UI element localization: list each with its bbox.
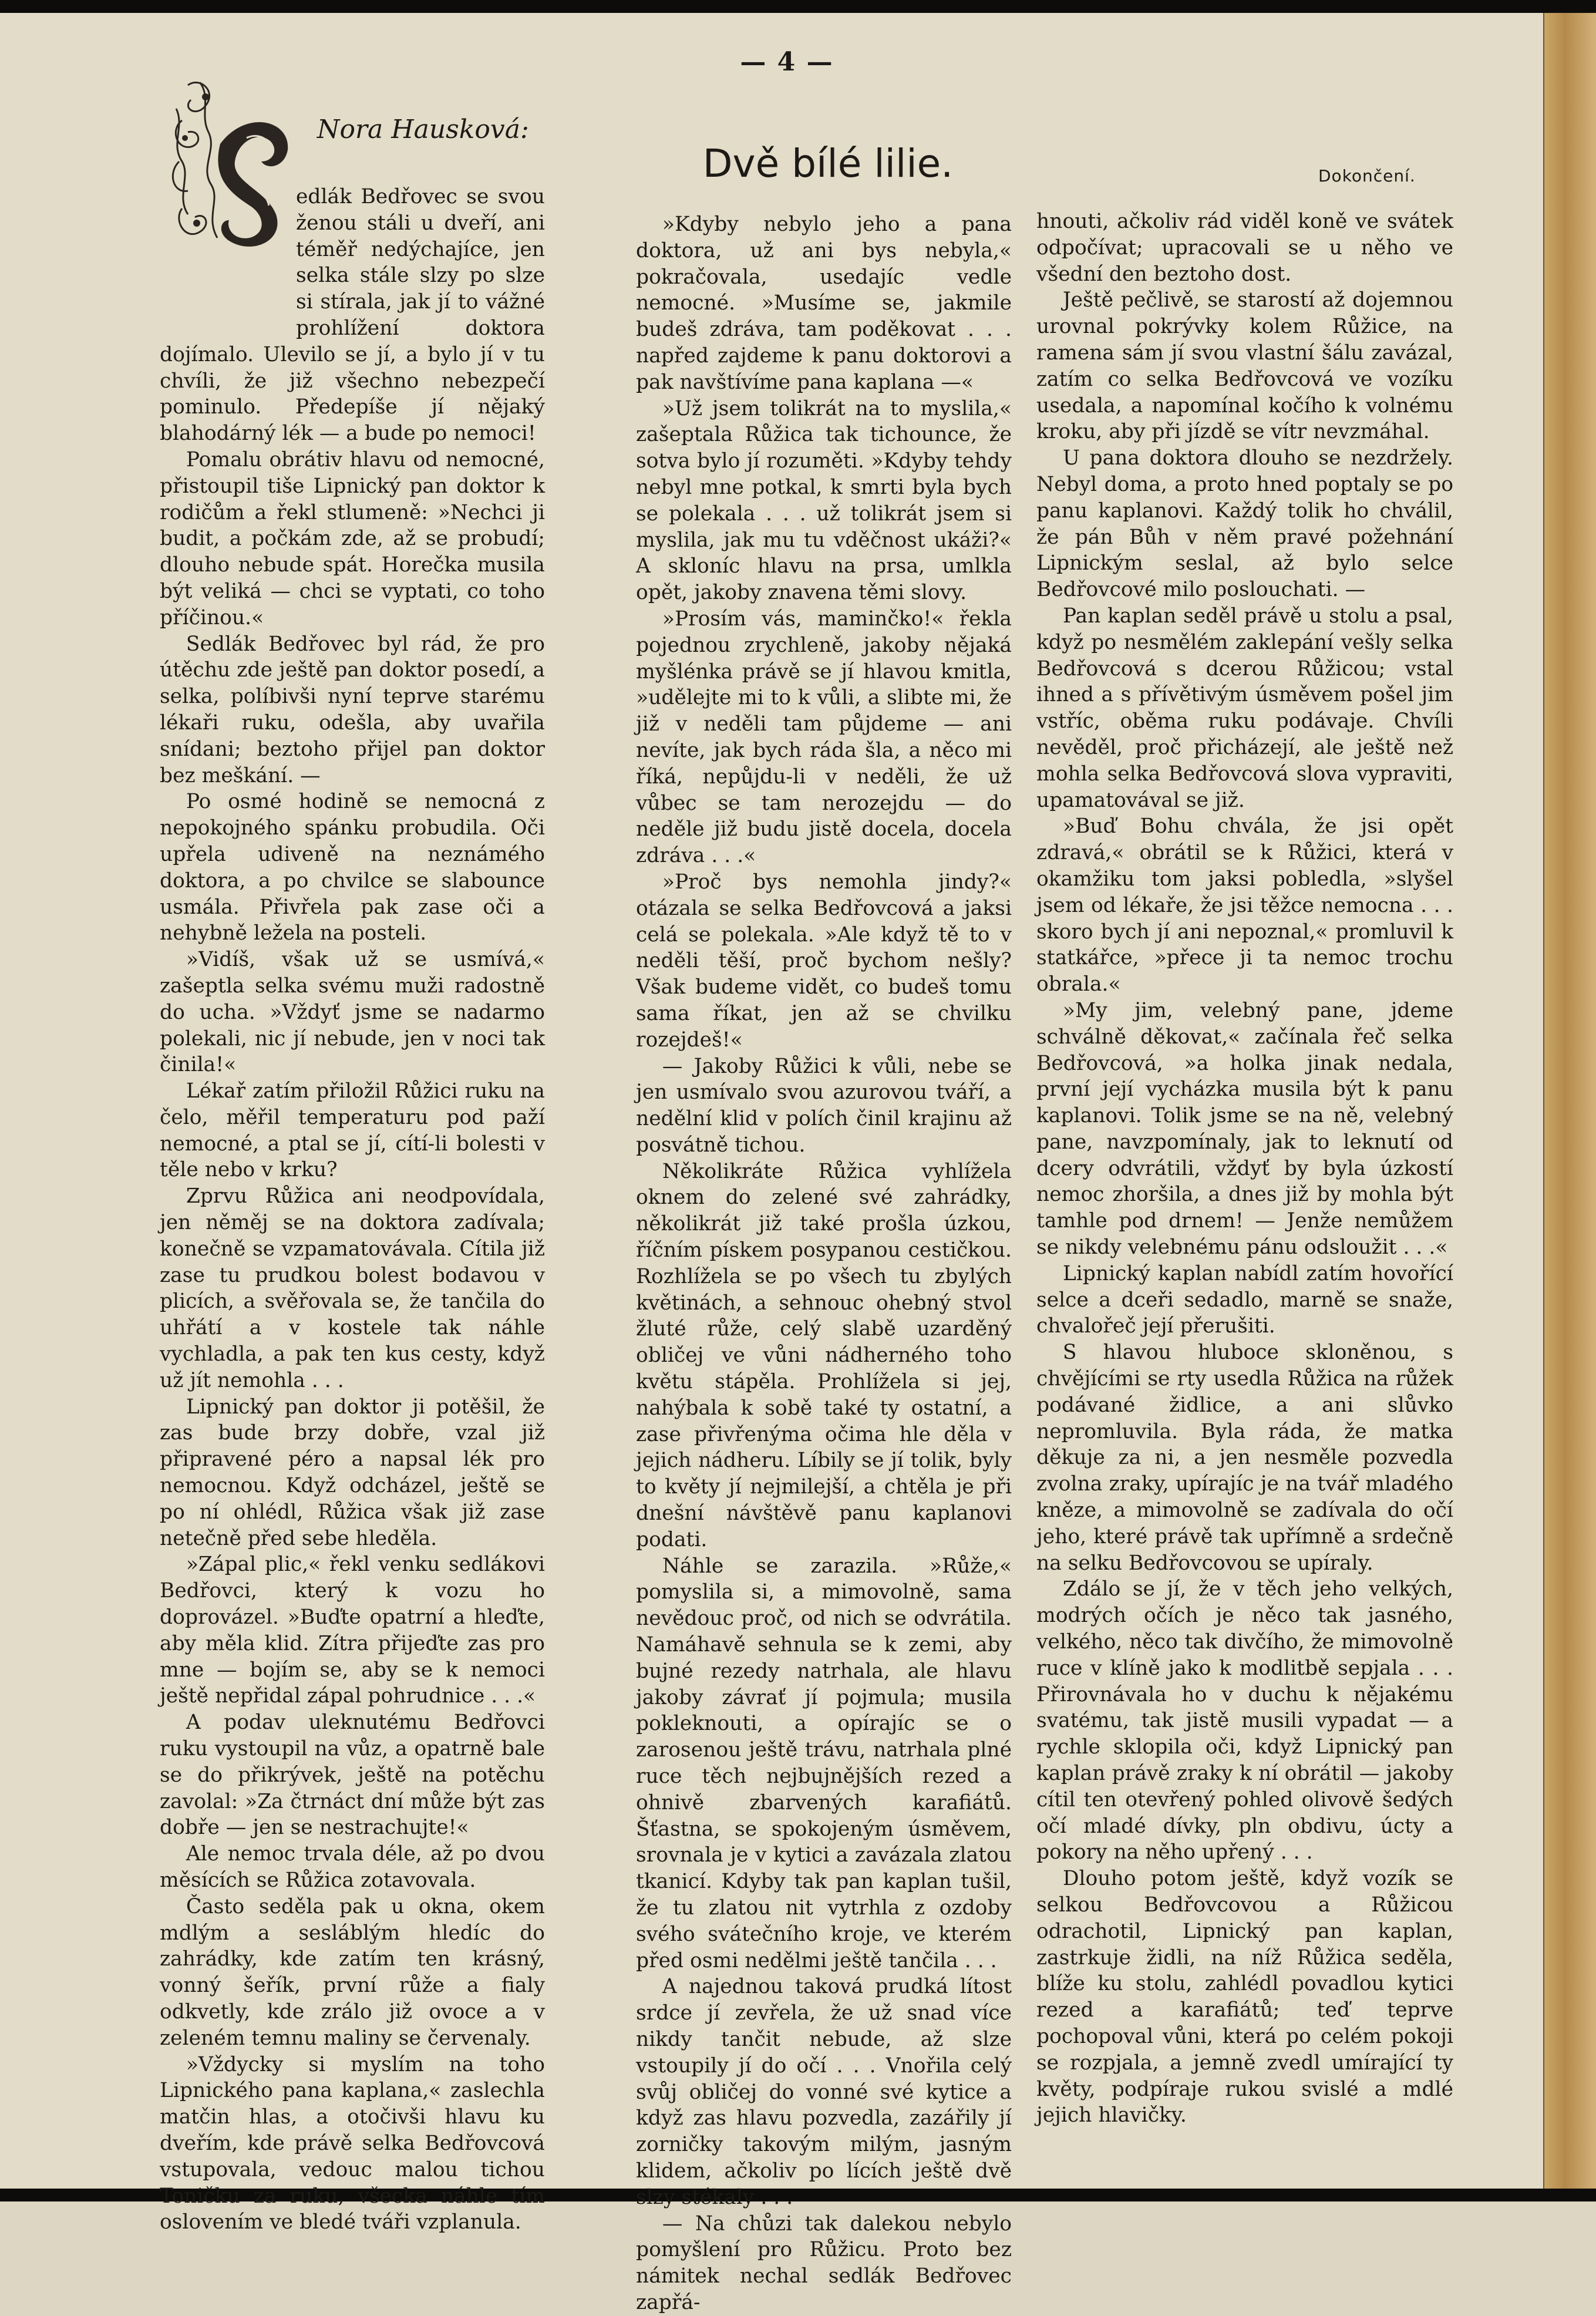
- paragraph: »My jim, velebný pane, jdeme schválně děkovat,« začínala řeč selka Bedřovcová, »a holka jinak nedala, první její vycházka musila být k panu kaplanovi. Tolik jsme se na ně, velebný pane, navzpomínaly, jak to leknutí od dcery odvrátili, vždyť by byla úzkostí nemoc zhoršila, a dnes již by mohla být tamhle pod drnem! — Jenže nemůžem se nikdy velebnému pánu odsloužit . . .«: [1036, 998, 1453, 1260]
- paragraph: Ale nemoc trvala déle, až po dvou měsících se Růžica zotavovala.: [160, 1842, 545, 1892]
- paragraph: — Na chůzi tak dalekou nebylo pomyšlení pro Růžicu. Proto bez námitek nechal sedlák Bedřovec zapřá-: [636, 2211, 1012, 2314]
- paragraph: »Už jsem tolikrát na to myslila,« zašeptala Růžica tak tichounce, že sotva bylo jí rozuměti. »Kdyby tehdy nebyl mne potkal, k smrti byla bych se polekala . . . už tolikrát jsem si myslila, jak mu tu vděčnost ukáži?« A skloníc hlavu na prsa, umlkla opět, jakoby znavena těmi slovy.: [636, 396, 1012, 605]
- paragraph: Sedlák Bedřovec byl rád, že pro útěchu zde ještě pan doktor posedí, a selka, políbivši nyní teprve starému lékaři ruku, odešla, aby uvařila snídani; beztoho přijel pan doktor bez meškání. —: [160, 632, 545, 787]
- text-column-2: [636, 211, 1012, 2316]
- article-title: Dvě bílé lilie.: [702, 141, 954, 186]
- scan-border-top: [0, 0, 1596, 13]
- initial-space: [160, 184, 296, 317]
- paragraph: Lipnický pan doktor ji potěšil, že zas bude brzy dobře, vzal již připravené péro a napsal lék pro nemocnou. Když odcházel, ještě se po ní ohlédl, Růžica však již zase netečně před sebe hleděla.: [160, 1395, 545, 1550]
- paragraph: Několikráte Růžica vyhlížela oknem do zelené své zahrádky, několikrát již také prošla úzkou, říčním pískem posypanou cestičkou. Rozhlížela se po všech tu zbylých květinách, a sehnouc ohebný stvol žluté růže, celý slabě uzarděný obličej ve vůni nádherného toho květu stápěla. Prohlížela si jej, nahýbala k sobě také ty ostatní, a zase přivřenýma očima hle děla v jejich nádheru. Líbily se jí tolik, byly to květy jí nejmilejší, a chtěla je při dnešní návštěvě panu kaplanovi podati.: [636, 1159, 1012, 1551]
- paragraph: »Vidíš, však už se usmívá,« zašeptla selka svému muži radostně do ucha. »Vždyť jsme se nadarmo polekali, nic jí nebude, jen v noci tak činila!«: [160, 948, 545, 1077]
- paragraph: Zdálo se jí, že v těch jeho velkých, modrých očích je něco tak jasného, velkého, něco tak divčího, že mimovolně ruce v klíně jako k modlitbě sepjala . . . Přirovnávala ho v duchu k nějakému svatému, tak jistě musili vypadat — a rychle sklopila oči, když Lipnický pan kaplan právě zraky k ní obrátil — jakoby cítil ten otevřený pohled olivově šedých očí mladé dívky, pln obdivu, úcty a pokory na něho upřený . . .: [1036, 1577, 1453, 1864]
- continuation-note: Dokončení.: [1318, 166, 1416, 186]
- paragraph: »Kdyby nebylo jeho a pana doktora, už ani bys nebyla,« pokračovala, usedajíc vedle nemocné. »Musíme se, jakmile budeš zdráva, tam poděkovat . . . napřed zajdeme k panu doktorovi a pak navštívíme pana kaplana —«: [636, 213, 1012, 394]
- text-column-1: [160, 184, 545, 2236]
- paragraph: Zprvu Růžica ani neodpovídala, jen něměj se na doktora zadívala; konečně se vzpamatovávala. Cítila již zase tu prudkou bolest bodavou v plicích, a svěřovala se, že tančila do uhřátí a v kostele tak náhle vychladla, a pak ten kus cesty, když už jít nemohla . . .: [160, 1184, 545, 1392]
- paragraph: »Proč bys nemohla jindy?« otázala se selka Bedřovcová a jaksi celá se polekala. »Ale když tě to v neděli těší, proč bychom nešly? Však budeme vidět, co budeš tomu sama říkat, jen až se chvilku rozejdeš!«: [636, 870, 1012, 1052]
- paragraph: Náhle se zarazila. »Růže,« pomyslila si, a mimovolně, sama nevědouc proč, od nich se odvrátila. Namáhavě sehnula se k zemi, aby bujné rezedy natrhala, ale hlavu jakoby závrať jí pojmula; musila pokleknouti, a opírajíc se o zarosenou ještě trávu, natrhala plné ruce těch nejbujnějších rezed a ohnivě zbarvených karafiátů. Šťastna, se spokojeným úsměvem, srovnala je v kytici a zavázala zlatou tkanicí. Kdyby tak pan kaplan tušil, že tu zlatou nit vytrhla z ozdoby svého svátečního kroje, ve kterém před osmi nedělmi ještě tančila . . .: [636, 1554, 1012, 1972]
- paragraph: Po osmé hodině se nemocná z nepokojného spánku probudila. Oči upřela udiveně na neznámého doktora, a po chvilce se slabounce usmála. Přivřela pak zase oči a nehybně ležela na posteli.: [160, 790, 545, 945]
- paragraph: U pana doktora dlouho se nezdržely. Nebyl doma, a proto hned poptaly se po panu kaplanovi. Každý tolik ho chválil, že pán Bůh v něm pravé požehnání Lipnickým seslal, až bylo selce Bedřovcové milo poslouchati. —: [1036, 446, 1453, 602]
- paragraph: Lipnický kaplan nabídl zatím hovořící selce a dceři sedadlo, marně se snaže, chvalořeč její přerušiti.: [1036, 1261, 1453, 1338]
- paragraph: »Zápal plic,« řekl venku sedlákovi Bedřovci, který k vozu ho doprovázel. »Buďte opatrní a hleďte, aby měla klid. Zítra přijeďte zas pro mne — bojím se, aby se k nemoci ještě nepřidal zápal pohrudnice . . .«: [160, 1553, 545, 1708]
- paragraph: »Prosím vás, maminčko!« řekla pojednou zrychleně, jakoby nějaká myšlénka právě se jí hlavou kmitla, »udělejte mi to k vůli, a slibte mi, že již v neděli tam půjdeme — ani nevíte, jak bych ráda šla, a něco mi říká, nepůjdu-li v neděli, že už vůbec se tam nerozejdu — do neděle již budu jistě docela, docela zdráva . . .«: [636, 607, 1012, 868]
- next-page-edge: [1544, 13, 1596, 2189]
- paragraph: edlák Bedřovec se svou ženou stáli u dveří, ani téměř nedýchajíce, jen selka stále slzy po slze si stírala, jak jí to vážné prohlížení doktora dojímalo. Ulevilo se jí, a bylo jí v tu chvíli, že již všechno nebezpečí pominulo. Předepíše jí nějaký blahodárný lék — a bude po nemoci!: [160, 185, 545, 446]
- text-column-3: [1036, 208, 1453, 2129]
- paragraph: »Vždycky si myslím na toho Lipnického pana kaplana,« zaslechla matčin hlas, a otočivši hlavu ku dveřím, kde právě selka Bedřovcová vstupovala, vedouc malou tichou Toničku za ruku, všecka náhle tím oslovením ve bledé tváři vzplanula.: [160, 2052, 545, 2234]
- paragraph: Pan kaplan seděl právě u stolu a psal, když po nesmělém zaklepání vešly selka Bedřovcová s dcerou Růžicou; vstal ihned a s přívětivým úsměvem pošel jim vstříc, oběma ruku podávaje. Chvíli nevěděl, proč přicházejí, ale ještě než mohla selka Bedřovcová slova vypraviti, upamatovával se již.: [1036, 604, 1453, 812]
- paragraph: Ještě pečlivě, se starostí až dojemnou urovnal pokrývky kolem Růžice, na ramena sám jí svou vlastní šálu zavázal, zatím co selka Bedřovcová ve vozíku usedala, a napomínal kočího k volnému kroku, aby při jízdě se vítr nevzmáhal.: [1036, 288, 1453, 444]
- page-number: — 4 —: [740, 47, 834, 77]
- paragraph: A podav uleknutému Bedřovci ruku vystoupil na vůz, a opatrně bale se do přikrývek, ještě na potěchu zavolal: »Za čtrnáct dní může být zas dobře — jen se nestrachujte!«: [160, 1711, 545, 1840]
- paragraph: hnouti, ačkoliv rád viděl koně ve svátek odpočívat; upracovali se u něho ve všední den beztoho dost.: [1036, 210, 1453, 286]
- author-name: Nora Hausková:: [317, 115, 529, 144]
- paragraph: Často seděla pak u okna, okem mdlým a sesláblým hledíc do zahrádky, kde zatím ten krásný, vonný šeřík, první růže a fialy odkvetly, kde zrálo již ovoce a v zeleném temnu maliny se červenaly.: [160, 1894, 545, 2050]
- paragraph: — Jakoby Růžici k vůli, nebe se jen usmívalo svou azurovou tváří, a nedělní klid v polích činil krajinu až posvátně tichou.: [636, 1054, 1012, 1157]
- paragraph: »Buď Bohu chvála, že jsi opět zdravá,« obrátil se k Růžici, která v okamžiku tom jaksi pobledla, »slyšel jsem od lékaře, že jsi těžce nemocna . . . skoro bych jí ani nepoznal,« promluvil k statkářce, »přece ji ta nemoc trochu obrala.«: [1036, 814, 1453, 997]
- paragraph: S hlavou hluboce skloněnou, s chvějícími se rty usedla Růžica na růžek podávané židlice, a ani slůvko nepromluvila. Byla ráda, že matka děkuje za ni, a jen nesměle pozvedla zvolna zraky, upírajíc je na tvář mladého kněze, a mimovolně se zadívala do očí jeho, které právě tak upřímně a srdečně na selku Bedřovcovou se upíraly.: [1036, 1341, 1453, 1575]
- paragraph: Dlouho potom ještě, když vozík se selkou Bedřovcovou a Růžicou odrachotil, Lipnický pan kaplan, zastrkuje židli, na níž Růžica seděla, blíže ku stolu, zahlédl povadlou kytici rezed a karafiátů; teď teprve pochopoval vůni, která po celém pokoji se rozpjala, a jemně zvedl umírající ty květy, podpíraje rukou svislé a mdlé jejich hlavičky.: [1036, 1867, 1453, 2128]
- paragraph: Pomalu obrátiv hlavu od nemocné, přistoupil tiše Lipnický pan doktor k rodičům a řekl stlumeně: »Nechci ji budit, a počkám zde, až se probudí; dlouho nebude spát. Horečka musila být veliká — chci se vyptati, co toho příčinou.«: [160, 447, 545, 630]
- paragraph: Lékař zatím přiložil Růžici ruku na čelo, měřil temperaturu pod paží nemocné, a ptal se jí, cítí-li bolesti v těle nebo v krku?: [160, 1079, 545, 1182]
- paragraph: A najednou taková prudká lítost srdce jí zevřela, že už snad více nikdy tančit nebude, až slze vstoupily jí do očí . . . Vnořila celý svůj obličej do vonné své kytice a když zas hlavu pozvedla, zazářily jí zorničky takovým milým, jasným klidem, ačkoliv po lících ještě dvě slzy stékaly . . .: [636, 1975, 1012, 2209]
